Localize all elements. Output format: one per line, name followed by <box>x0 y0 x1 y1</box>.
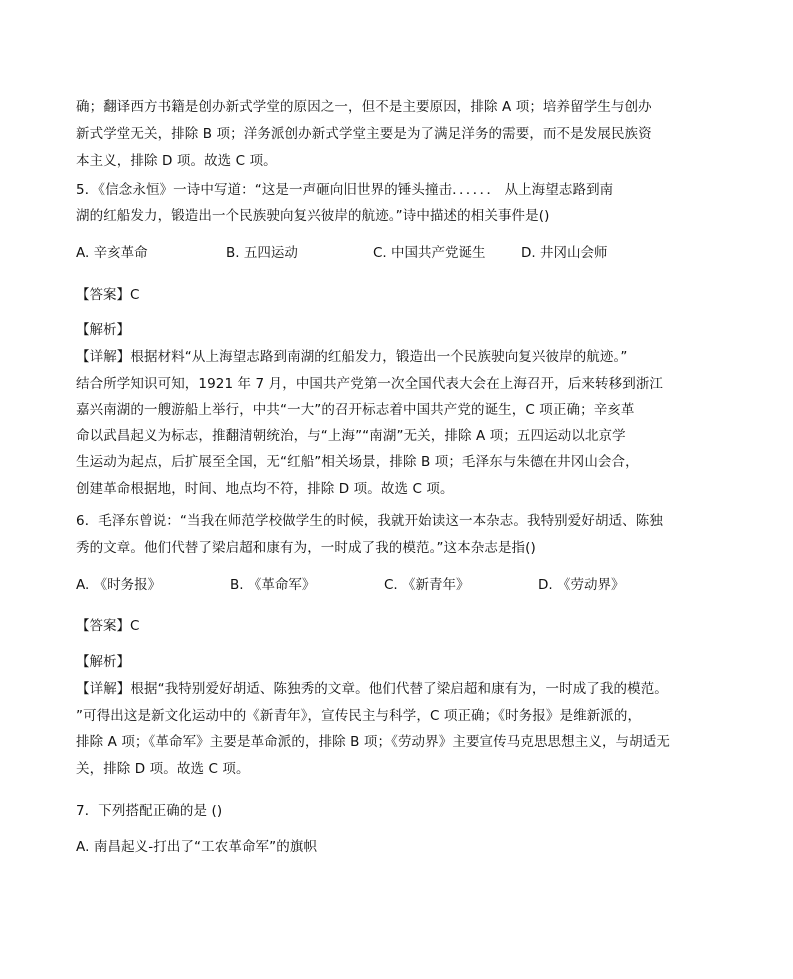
question-5-detail: 结合所学知识可知，1921 年 7 月，中国共产党第一次全国代表大会在上海召开，后来转移到浙江 <box>76 376 664 392</box>
paragraph-line: 本主义，排除 D 项。故选 C 项。 <box>76 153 277 169</box>
question-5-detail: 【详解】根据材料“从上海望志路到南湖的红船发力，锻造出一个民族驶向复兴彼岸的航迹。” <box>76 349 628 365</box>
question-7-stem: 7．下列搭配正确的是 () <box>76 803 223 819</box>
question-6-detail: 关，排除 D 项。故选 C 项。 <box>76 761 250 777</box>
question-6-detail: ”可得出这是新文化运动中的《新青年》，宣传民主与科学，C 项正确；《时务报》是维新派的， <box>76 708 642 724</box>
question-6-option-b: B. 《革命军》 <box>230 577 316 593</box>
question-5-option-b: B. 五四运动 <box>226 245 298 261</box>
question-6-detail: 排除 A 项；《革命军》主要是革命派的，排除 B 项；《劳动界》主要宣传马克思思想主义，与胡适无 <box>76 734 670 750</box>
paragraph-line: 确；翻译西方书籍是创办新式学堂的原因之一，但不是主要原因，排除 A 项；培养留学生与创办 <box>76 99 652 115</box>
question-5-stem: 5．《信念永恒》一诗中写道：“这是一声砸向旧世界的锤头撞击．．．．．． 从上海望志路到南 <box>76 182 614 198</box>
question-6-option-c: C. 《新青年》 <box>384 577 470 593</box>
question-5-stem: 湖的红船发力，锻造出一个民族驶向复兴彼岸的航迹。”诗中描述的相关事件是() <box>76 208 550 224</box>
question-5-option-c: C. 中国共产党诞生 <box>373 245 486 261</box>
question-5-detail: 创建革命根据地，时间、地点均不符，排除 D 项。故选 C 项。 <box>76 481 454 497</box>
question-5-detail: 嘉兴南湖的一艘游船上举行，中共“一大”的召开标志着中国共产党的诞生，C 项正确；辛亥革 <box>76 402 635 418</box>
question-6-analysis-heading: 【解析】 <box>76 654 130 670</box>
paragraph-line: 新式学堂无关，排除 B 项；洋务派创办新式学堂主要是为了满足洋务的需要，而不是发展民族资 <box>76 126 652 142</box>
question-6-stem: 秀的文章。他们代替了梁启超和康有为，一时成了我的模范。”这本杂志是指() <box>76 540 536 556</box>
question-5-detail: 生运动为起点，后扩展至全国，无“红船”相关场景，排除 B 项；毛泽东与朱德在井冈山会合， <box>76 454 639 470</box>
question-5-answer: 【答案】C <box>76 287 140 303</box>
question-5-detail: 命以武昌起义为标志，推翻清朝统治，与“上海”“南湖”无关，排除 A 项；五四运动以北京学 <box>76 428 626 444</box>
question-7-option-a: A. 南昌起义-打出了“工农革命军”的旗帜 <box>76 839 318 855</box>
question-6-answer: 【答案】C <box>76 618 140 634</box>
question-5-analysis-heading: 【解析】 <box>76 322 130 338</box>
question-6-stem: 6．毛泽东曾说：“当我在师范学校做学生的时候，我就开始读这一本杂志。我特别爱好胡适、陈独 <box>76 513 663 529</box>
question-6-option-d: D. 《劳动界》 <box>538 577 625 593</box>
question-5-option-d: D. 井冈山会师 <box>521 245 608 261</box>
question-6-option-a: A. 《时务报》 <box>76 577 162 593</box>
question-5-option-a: A. 辛亥革命 <box>76 245 148 261</box>
question-6-detail: 【详解】根据“我特别爱好胡适、陈独秀的文章。他们代替了梁启超和康有为，一时成了我的模范。 <box>76 681 668 697</box>
